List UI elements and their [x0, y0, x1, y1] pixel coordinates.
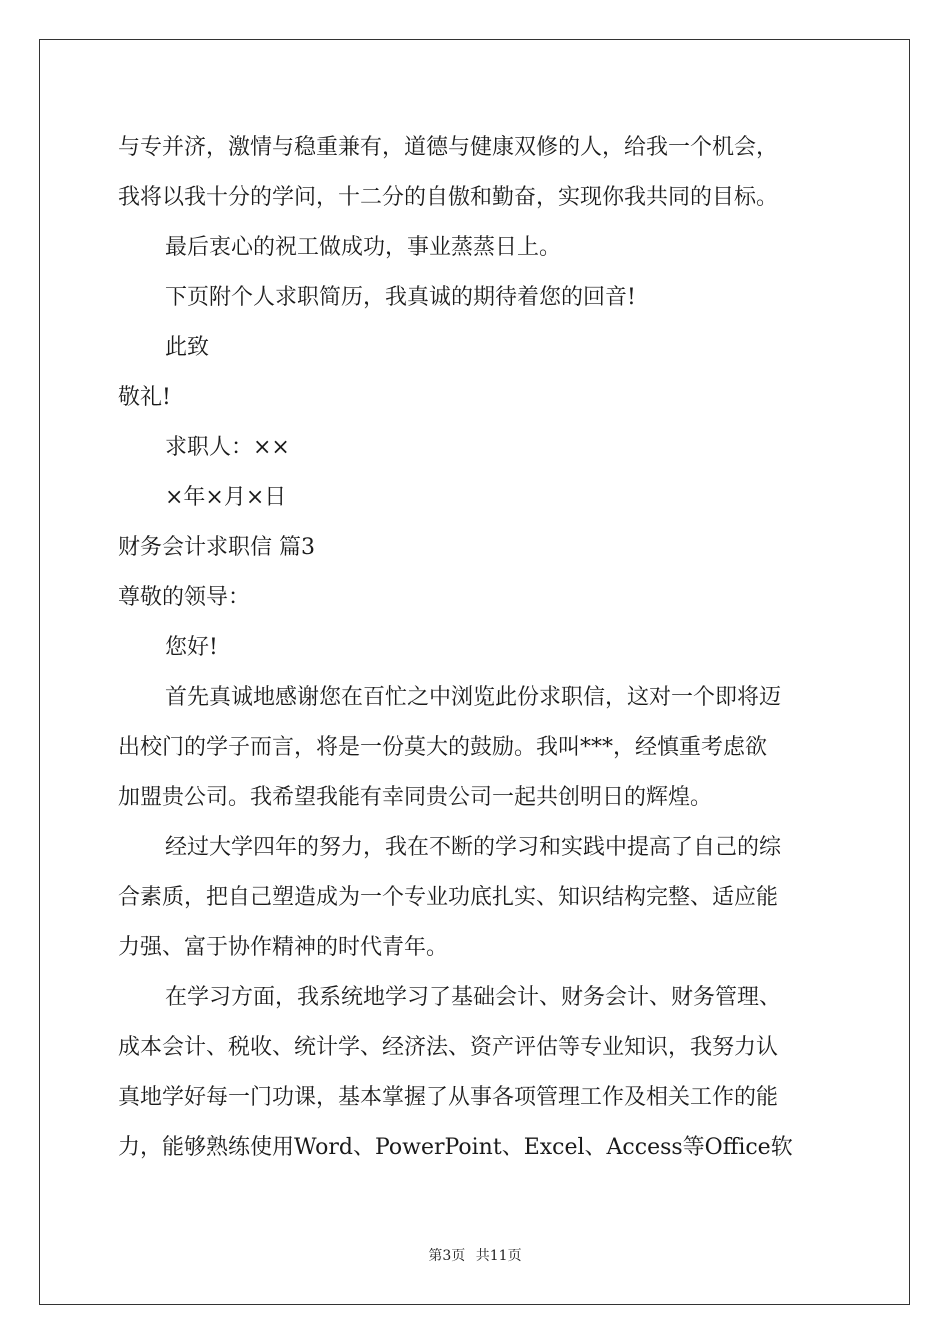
closing-line: 此致 — [165, 335, 210, 360]
body-line: 合素质，把自己塑造成为一个专业功底扎实、知识结构完整、适应能 — [118, 885, 779, 910]
page-total: 共11页 — [475, 1248, 522, 1264]
body-line: 下页附个人求职简历，我真诚的期待着您的回音! — [165, 285, 636, 310]
closing-salute: 敬礼! — [118, 385, 171, 410]
body-line: 成本会计、税收、统计学、经济法、资产评估等专业知识，我努力认 — [118, 1035, 779, 1060]
body-line: 真地学好每一门功课，基本掌握了从事各项管理工作及相关工作的能 — [118, 1085, 779, 1110]
body-line: 经过大学四年的努力，我在不断的学习和实践中提高了自己的综 — [165, 835, 782, 860]
body-line: 首先真诚地感谢您在百忙之中浏览此份求职信，这对一个即将迈 — [165, 685, 782, 710]
body-line: 力强、富于协作精神的时代青年。 — [118, 935, 449, 960]
body-line: 在学习方面，我系统地学习了基础会计、财务会计、财务管理、 — [165, 985, 782, 1010]
body-line: 出校门的学子而言，将是一份莫大的鼓励。我叫***，经慎重考虑欲 — [118, 735, 768, 760]
body-line: 力，能够熟练使用Word、PowerPoint、Excel、Access等Office软 — [118, 1135, 793, 1160]
applicant-line: 求职人：×× — [165, 435, 290, 460]
body-line: 与专并济，激情与稳重兼有，道德与健康双修的人，给我一个机会， — [118, 135, 779, 160]
date-line: ×年×月×日 — [165, 485, 287, 510]
greeting: 您好! — [165, 635, 218, 660]
section-title: 财务会计求职信 篇3 — [118, 535, 315, 560]
body-line: 最后衷心的祝工做成功，事业蒸蒸日上。 — [165, 235, 562, 260]
page-border — [39, 39, 910, 1305]
page-footer — [0, 1245, 950, 1265]
salutation: 尊敬的领导： — [118, 585, 251, 610]
body-line: 我将以我十分的学问，十二分的自傲和勤奋，实现你我共同的目标。 — [118, 185, 779, 210]
body-line: 加盟贵公司。我希望我能有幸同贵公司一起共创明日的辉煌。 — [118, 785, 713, 810]
page-number: 第3页 — [428, 1248, 466, 1264]
